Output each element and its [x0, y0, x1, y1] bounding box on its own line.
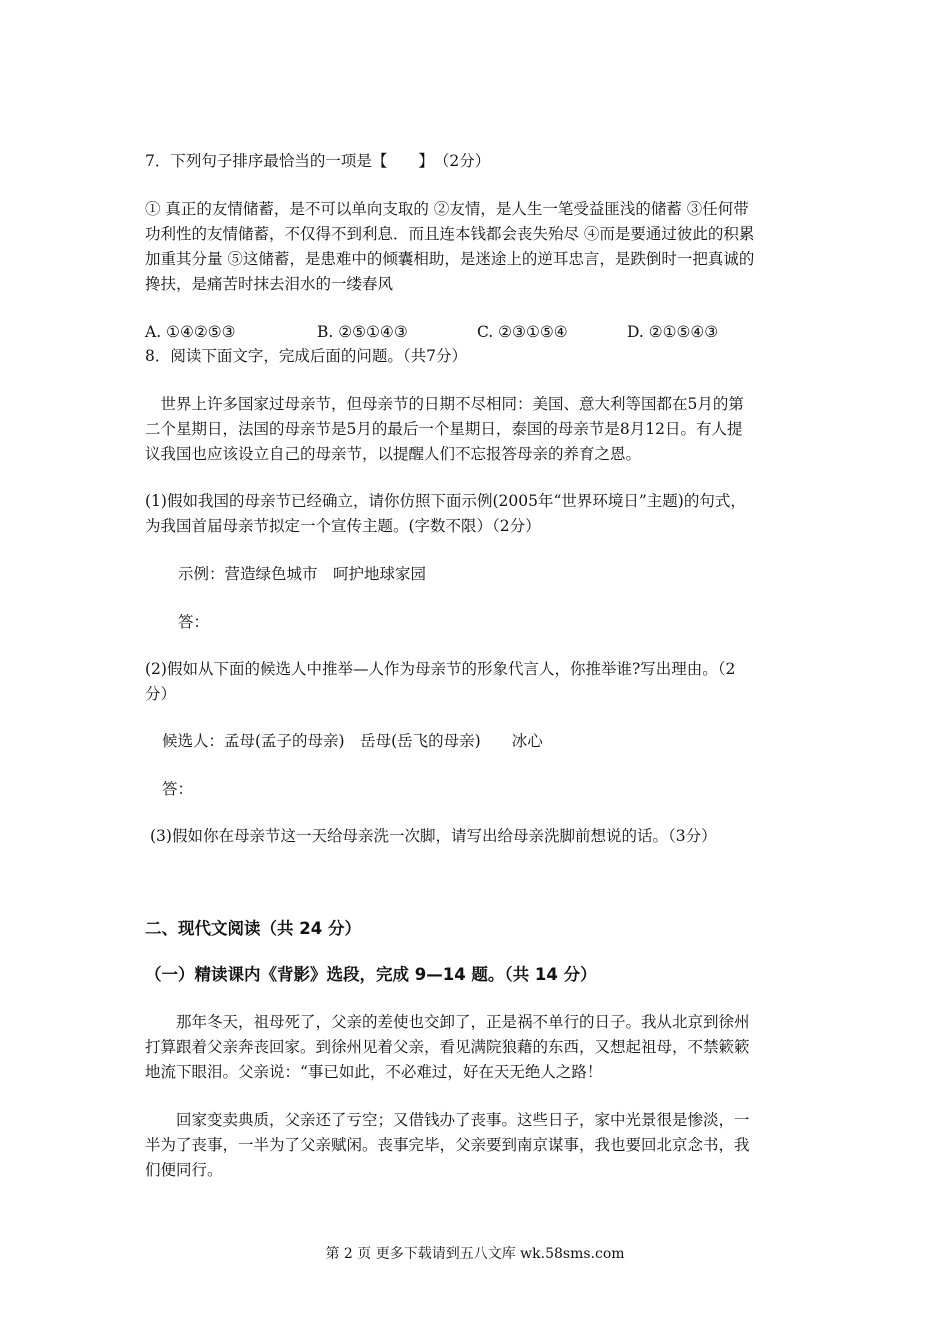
- section2-subheading: （一）精读课内《背影》选段，完成 9—14 题。（共 14 分）: [145, 965, 597, 984]
- q7-stem: 7．下列句子排序最恰当的一项是【 】 （2分）: [145, 152, 491, 170]
- q8-answer-2: 答：: [162, 780, 194, 798]
- q8-sub1-line-2: 为我国首届母亲节拟定一个宣传主题。(字数不限）（2分）: [145, 517, 541, 535]
- q8-candidates: 候选人：孟母(孟子的母亲) 岳母(岳飞的母亲) 冰心: [162, 732, 543, 750]
- q7-option-c: C. ②③①⑤④: [477, 323, 568, 341]
- passage-para1-line-2: 打算跟着父亲奔丧回家。到徐州见着父亲，看见满院狼藉的东西，又想起祖母，不禁簌簌: [145, 1038, 750, 1056]
- passage-para1-line-3: 地流下眼泪。父亲说：“事已如此，不必难过，好在天无绝人之路！: [145, 1063, 603, 1081]
- page-footer: 第 2 页 更多下载请到五八文库 wk.58sms.com: [325, 1246, 625, 1262]
- q8-stem: 8．阅读下面文字，完成后面的问题。（共7分）: [145, 347, 467, 365]
- section2-heading: 二、现代文阅读（共 24 分）: [145, 919, 361, 938]
- q7-passage-line-4: 搀扶，是痛苦时抹去泪水的一缕春风: [145, 275, 394, 293]
- q8-sub2-line-1: (2)假如从下面的候选人中推举—人作为母亲节的形象代言人，你推举谁?写出理由。（2: [145, 660, 736, 678]
- q7-option-d: D. ②①⑤④③: [627, 323, 719, 341]
- q8-sub2-line-2: 分）: [145, 685, 177, 703]
- q8-passage-line-1: 世界上许多国家过母亲节，但母亲节的日期不尽相同：美国、意大利等国都在5月的第: [145, 395, 744, 413]
- q7-option-b: B. ②⑤①④③: [317, 323, 408, 341]
- q8-example: 示例：营造绿色城市 呵护地球家园: [178, 565, 427, 583]
- passage-para1-line-1: 那年冬天，祖母死了，父亲的差使也交卸了，正是祸不单行的日子。我从北京到徐州: [145, 1013, 750, 1031]
- passage-para2-line-2: 半为了丧事，一半为了父亲赋闲。丧事完毕，父亲要到南京谋事，我也要回北京念书，我: [145, 1136, 750, 1154]
- q7-options: [145, 319, 718, 345]
- q8-sub1-line-1: (1)假如我国的母亲节已经确立，请你仿照下面示例(2005年“世界环境日”主题)的句式，: [145, 492, 746, 510]
- q8-answer-1: 答：: [178, 613, 210, 631]
- q7-passage-line-3: 加重其分量 ⑤这储蓄，是患难中的倾囊相助，是迷途上的逆耳忠言，是跌倒时一把真诚的: [145, 250, 755, 268]
- q7-option-a: A. ①④②⑤③: [145, 323, 236, 341]
- passage-para2-line-1: 回家变卖典质，父亲还了亏空；又借钱办了丧事。这些日子，家中光景很是惨淡，一: [145, 1111, 750, 1129]
- q8-sub3: (3)假如你在母亲节这一天给母亲洗一次脚，请写出给母亲洗脚前想说的话。（3分）: [150, 827, 717, 845]
- q8-passage-line-2: 二个星期日，法国的母亲节是5月的最后一个星期日，泰国的母亲节是8月12日。有人提: [145, 420, 743, 438]
- q7-passage-line-2: 功利性的友情储蓄，不仅得不到利息．而且连本钱都会丧失殆尽 ④而是要通过彼此的积累: [145, 225, 755, 243]
- q7-passage-line-1: ① 真正的友情储蓄，是不可以单向支取的 ②友情，是人生一笔受益匪浅的储蓄 ③任何带: [145, 200, 749, 218]
- passage-para2-line-3: 们便同行。: [145, 1161, 223, 1179]
- q8-passage-line-3: 议我国也应该设立自己的母亲节，以提醒人们不忘报答母亲的养育之恩。: [145, 445, 642, 463]
